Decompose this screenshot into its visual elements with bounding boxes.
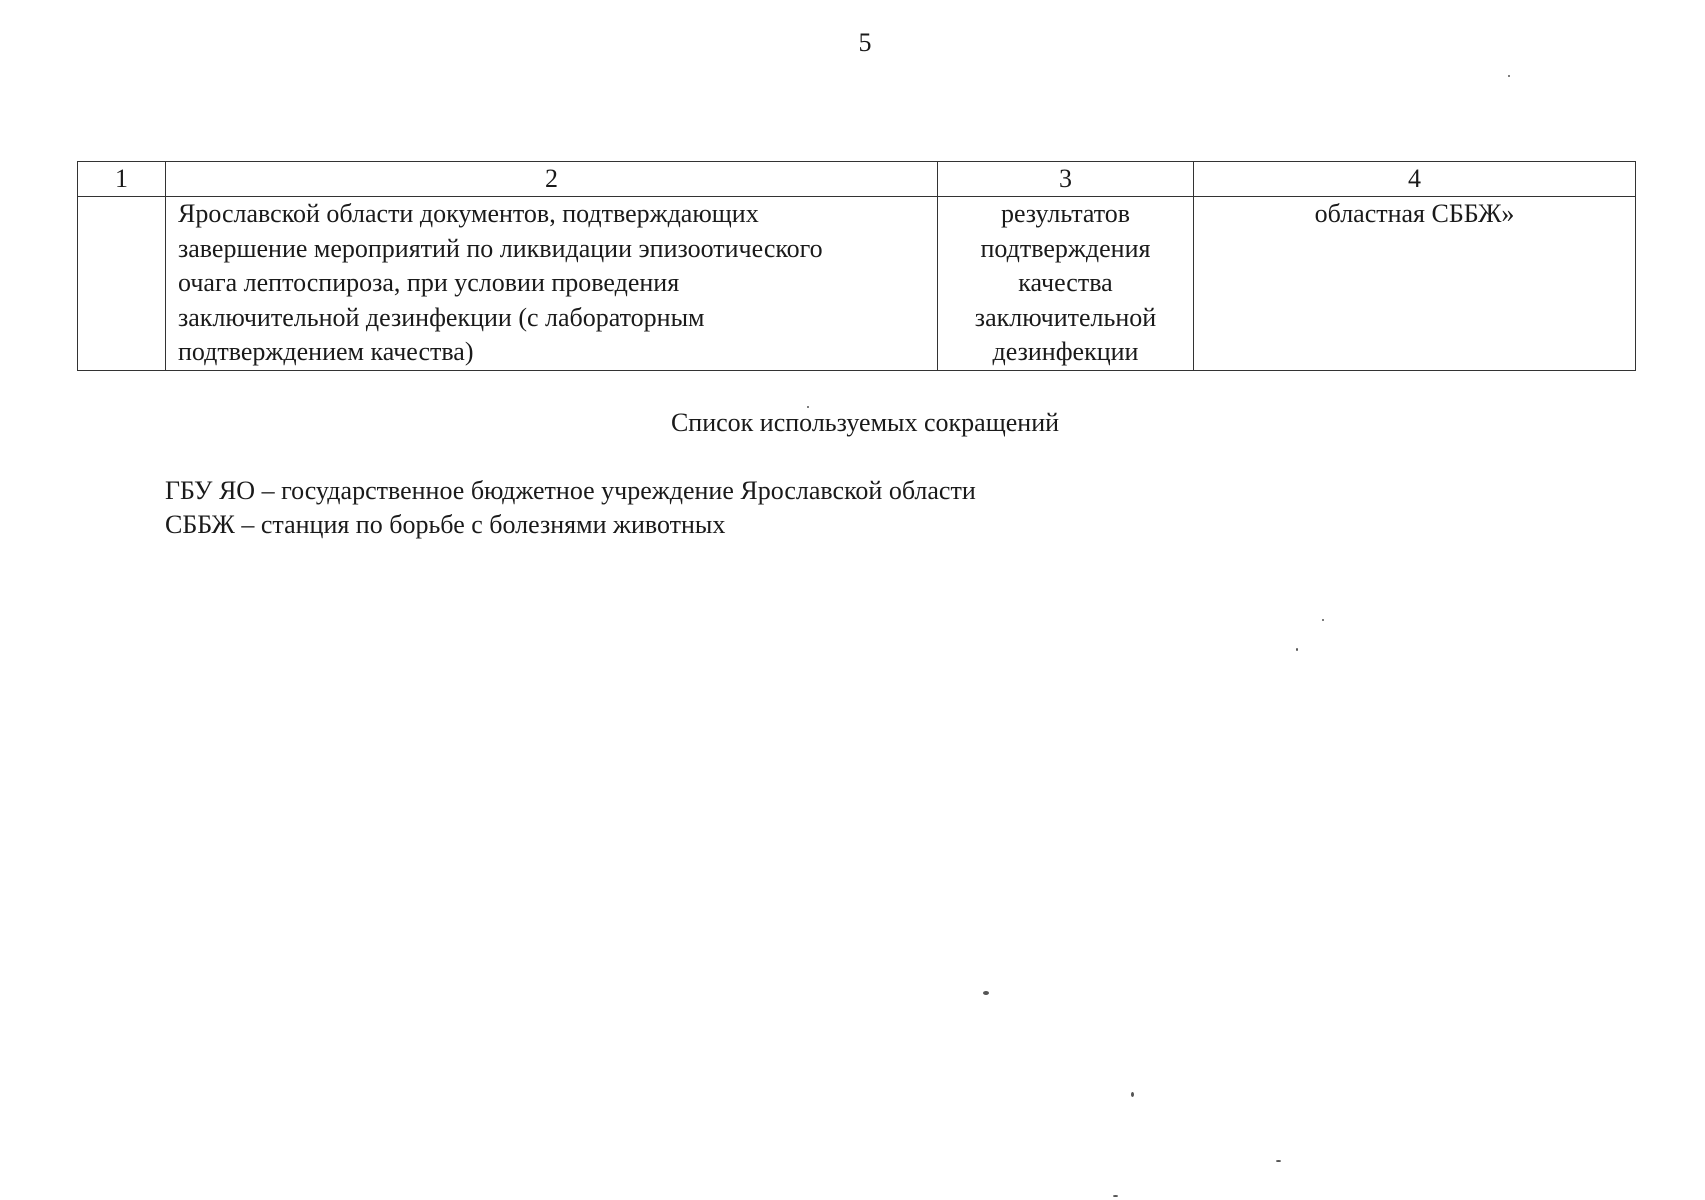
description-line: заключительной дезинфекции (с лабораторным [178, 302, 705, 332]
abbreviations-list [165, 474, 976, 542]
description-line: Ярославской области документов, подтверждающих [178, 199, 759, 228]
table-header-row [78, 162, 1636, 197]
row-cell-executor [1194, 197, 1636, 371]
scan-speck [983, 991, 989, 995]
measures-table [77, 161, 1636, 371]
page-number: 5 [858, 28, 872, 57]
scan-speck [807, 406, 809, 408]
description-line: завершение мероприятий по ликвидации эпизоотического [178, 233, 823, 263]
result-line: дезинфекции [992, 337, 1139, 366]
description-line: подтверждением качества) [178, 337, 474, 366]
row-cell-result [938, 197, 1194, 371]
result-line: подтверждения [980, 233, 1151, 263]
table-row [78, 197, 1636, 371]
row-cell-number [78, 197, 166, 371]
executor-line: областная СББЖ» [1314, 199, 1515, 228]
header-cell-1: 1 [78, 162, 166, 197]
scan-speck [1508, 75, 1510, 77]
scan-speck [1322, 619, 1324, 621]
description-line: очага лептоспироза, при условии проведения [178, 268, 680, 297]
result-line: заключительной [974, 302, 1157, 332]
abbreviations-title: Список используемых сокращений [670, 408, 1060, 437]
header-cell-2: 2 [166, 162, 938, 197]
header-cell-4: 4 [1194, 162, 1636, 197]
header-cell-3: 3 [938, 162, 1194, 197]
scan-speck [1131, 1092, 1134, 1097]
scan-speck [1276, 1160, 1281, 1162]
result-line: результатов [1000, 199, 1131, 228]
result-line: качества [1018, 268, 1113, 297]
scan-speck [1113, 1195, 1118, 1197]
scan-speck [1296, 648, 1298, 651]
row-cell-description [166, 197, 938, 371]
abbreviation-item: ГБУ ЯО – государственное бюджетное учреждение Ярославской области [165, 476, 976, 505]
abbreviation-item: СББЖ – станция по борьбе с болезнями животных [165, 510, 726, 539]
